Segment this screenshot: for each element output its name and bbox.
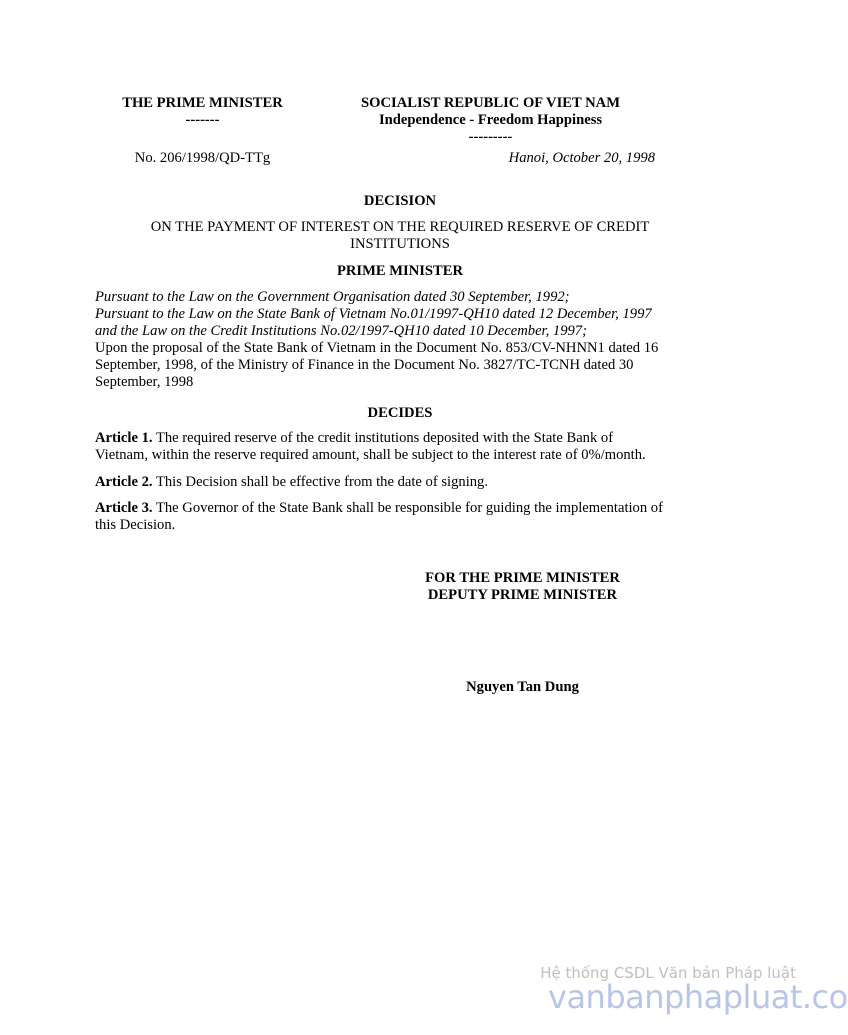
signature-capacity: FOR THE PRIME MINISTER [425,570,620,586]
article-text-line: This Decision shall be effective from the date of signing. [155,474,488,490]
national-header-divider: --------- [468,129,513,145]
preamble-line: September, 1998 [95,374,194,390]
watermark-site: vanbanphapluat.co [548,978,848,1016]
preamble-line: September, 1998, of the Ministry of Finance in the Document No. 3827/TC-TCNH dated 30 [95,357,634,373]
issuer-heading: PRIME MINISTER [336,263,464,279]
decision-subject-line-2: INSTITUTIONS [350,236,450,252]
article-3 [95,500,710,534]
document-number: No. 206/1998/QD-TTg [134,150,271,166]
national-motto: Independence - Freedom Happiness [378,112,603,128]
signature-title: DEPUTY PRIME MINISTER [427,587,618,603]
article-label: Article 1. [95,430,153,446]
preamble-line: Pursuant to the Law on the State Bank of Vietnam No.01/1997-QH10 dated 12 December, 1997 [95,306,652,322]
preamble-line: and the Law on the Credit Institutions No.02/1997-QH10 dated 10 December, 1997; [95,323,587,339]
article-1 [95,430,710,464]
article-label: Article 2. [95,474,153,490]
preamble-line: Pursuant to the Law on the Government Organisation dated 30 September, 1992; [95,289,570,305]
preamble-line: Upon the proposal of the State Bank of Vietnam in the Document No. 853/CV-NHNN1 dated 16 [95,340,659,356]
preamble [95,289,707,391]
place-and-date: Hanoi, October 20, 1998 [508,150,655,166]
article-text-line: Vietnam, within the reserve required amount, shall be subject to the interest rate of 0%/month. [95,447,646,463]
article-2 [95,474,710,491]
issuing-authority-divider: ------- [185,112,220,128]
issuing-authority: THE PRIME MINISTER [122,95,283,111]
watermark-caption: Hệ thống CSDL Văn bản Pháp luật [540,964,796,982]
article-text-line: this Decision. [95,517,176,533]
country-name: SOCIALIST REPUBLIC OF VIET NAM [361,95,620,111]
decision-subject-line-1: ON THE PAYMENT OF INTEREST ON THE REQUIRED RESERVE OF CREDIT [150,219,650,235]
document-type-title: DECISION [363,193,437,209]
signer-name: Nguyen Tan Dung [466,679,579,695]
article-text-line: The Governor of the State Bank shall be responsible for guiding the implementation of [155,500,663,516]
decision-subject [120,219,680,253]
article-text-line: The required reserve of the credit institutions deposited with the State Bank of [155,430,614,446]
signature-block [400,570,645,604]
issuing-authority-block [100,95,305,129]
article-label: Article 3. [95,500,153,516]
decides-heading: DECIDES [367,405,433,421]
national-header-block [338,95,643,146]
